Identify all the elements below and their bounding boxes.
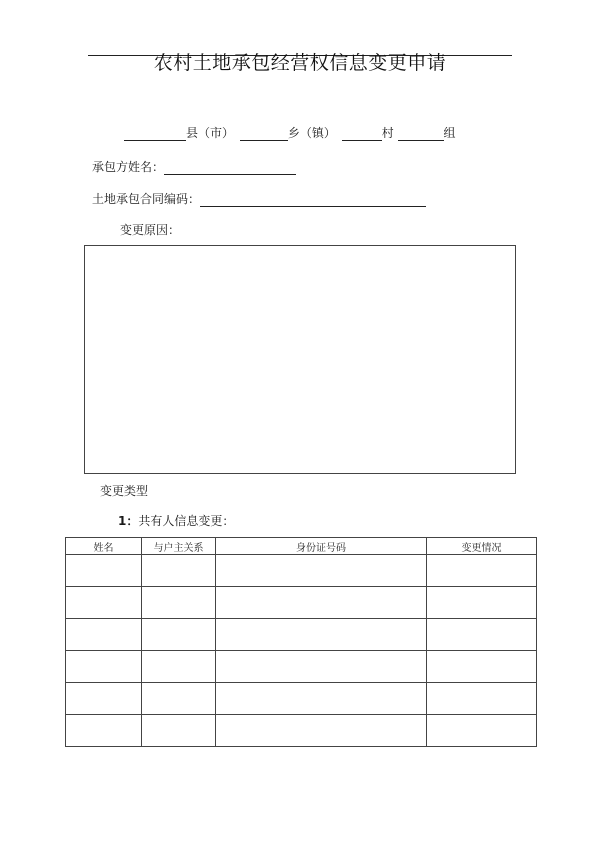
co-owner-table [65,537,537,747]
location-line [124,124,456,141]
cell-id-number[interactable] [216,555,427,587]
contractor-name-blank[interactable] [164,160,296,175]
cell-relation[interactable] [142,651,216,683]
header-change-status: 变更情况 [427,538,537,555]
cell-relation[interactable] [142,683,216,715]
table-row [66,555,537,587]
cell-id-number[interactable] [216,619,427,651]
table-row [66,715,537,747]
section-title: 共有人信息变更： [138,514,235,528]
cell-name[interactable] [66,587,142,619]
cell-change-status[interactable] [427,683,537,715]
change-reason-box[interactable] [84,245,516,474]
section-number: 1： [118,514,139,528]
contract-code-blank[interactable] [200,192,426,207]
cell-relation[interactable] [142,619,216,651]
cell-name[interactable] [66,619,142,651]
cell-change-status[interactable] [427,587,537,619]
header-id-number: 身份证号码 [216,538,427,555]
table-row [66,587,537,619]
cell-name[interactable] [66,651,142,683]
contractor-name-field [92,158,296,175]
table-header-row [66,538,537,555]
township-blank[interactable] [240,126,288,141]
county-blank[interactable] [124,126,186,141]
cell-id-number[interactable] [216,715,427,747]
village-label: 村 [381,126,394,140]
contract-code-field [92,190,426,207]
cell-id-number[interactable] [216,683,427,715]
change-type-label: 变更类型 [100,484,149,498]
contract-code-label: 土地承包合同编码： [92,192,201,206]
header-name: 姓名 [66,538,142,555]
header-relation: 与户主关系 [142,538,216,555]
cell-name[interactable] [66,555,142,587]
cell-name[interactable] [66,683,142,715]
cell-change-status[interactable] [427,555,537,587]
co-owner-section-label [118,512,234,529]
cell-relation[interactable] [142,715,216,747]
table-row [66,683,537,715]
county-label: 县（市） [186,126,235,140]
table-row [66,619,537,651]
cell-change-status[interactable] [427,715,537,747]
cell-change-status[interactable] [427,619,537,651]
cell-id-number[interactable] [216,587,427,619]
cell-name[interactable] [66,715,142,747]
village-blank[interactable] [342,126,382,141]
group-label: 组 [443,126,456,140]
change-reason-label: 变更原因： [120,223,181,237]
cell-change-status[interactable] [427,651,537,683]
table-row [66,651,537,683]
cell-relation[interactable] [142,555,216,587]
page-title: 农村土地承包经营权信息变更申请 [153,52,447,74]
contractor-name-label: 承包方姓名： [92,160,165,174]
cell-id-number[interactable] [216,651,427,683]
cell-relation[interactable] [142,587,216,619]
group-blank[interactable] [398,126,444,141]
township-label: 乡（镇） [287,126,336,140]
